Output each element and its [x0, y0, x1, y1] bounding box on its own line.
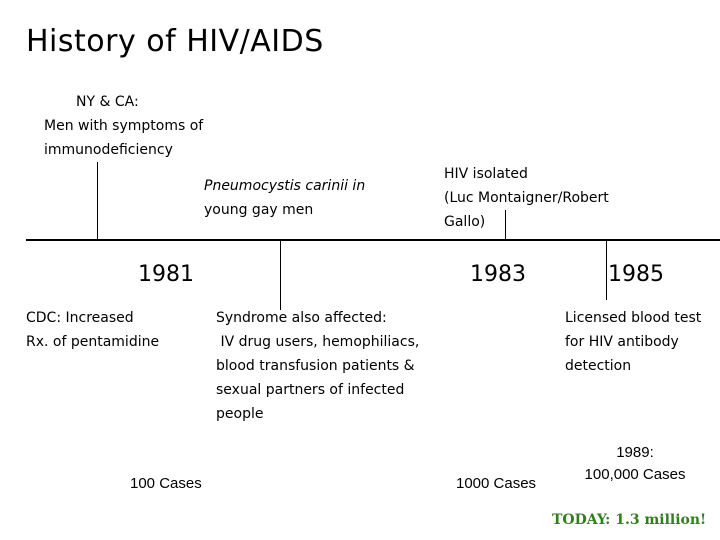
cases-1000: 1000 Cases [456, 475, 537, 492]
page-title: History of HIV/AIDS [26, 24, 324, 59]
tick-licensed [606, 240, 607, 300]
tick-syndrome [280, 240, 281, 310]
note-hiv-isolated [444, 162, 609, 234]
note-licensed [565, 306, 701, 378]
note-line: detection [565, 358, 632, 374]
note-line: Gallo) [444, 214, 486, 230]
year-1981: 1981 [138, 262, 194, 287]
note-line: Pneumocystis carinii in [204, 178, 366, 194]
note-cdc [26, 306, 159, 354]
tick-hiv-isolated [505, 210, 506, 240]
note-line: IV drug users, hemophiliacs, [216, 334, 420, 350]
note-pneumocystis [204, 174, 365, 222]
note-line: young gay men [204, 202, 314, 218]
note-ny-ca [44, 90, 203, 162]
note-line: (Luc Montaigner/Robert [444, 190, 609, 206]
note-line: people [216, 406, 264, 422]
note-line: Men with symptoms of [44, 118, 204, 134]
note-line: Licensed blood test [565, 310, 702, 326]
year-1983: 1983 [470, 262, 526, 287]
cases-1989-year: 1989: [616, 444, 654, 461]
year-1985: 1985 [608, 262, 664, 287]
note-line: immunodeficiency [44, 142, 173, 158]
note-line: NY & CA: [76, 94, 139, 110]
note-line: CDC: Increased [26, 310, 134, 326]
note-line: HIV isolated [444, 166, 528, 182]
timeline-axis [26, 239, 720, 241]
note-line: blood transfusion patients & [216, 358, 415, 374]
tick-ny-ca [97, 162, 98, 240]
cases-100: 100 Cases [130, 475, 202, 492]
note-line: sexual partners of infected [216, 382, 405, 398]
today-total: TODAY: 1.3 million! [552, 512, 707, 528]
note-line: Rx. of pentamidine [26, 334, 160, 350]
note-line: for HIV antibody [565, 334, 679, 350]
note-syndrome [216, 306, 419, 426]
cases-1989 [580, 442, 690, 486]
cases-1989-count: 100,000 Cases [584, 466, 686, 483]
note-line: Syndrome also affected: [216, 310, 387, 326]
